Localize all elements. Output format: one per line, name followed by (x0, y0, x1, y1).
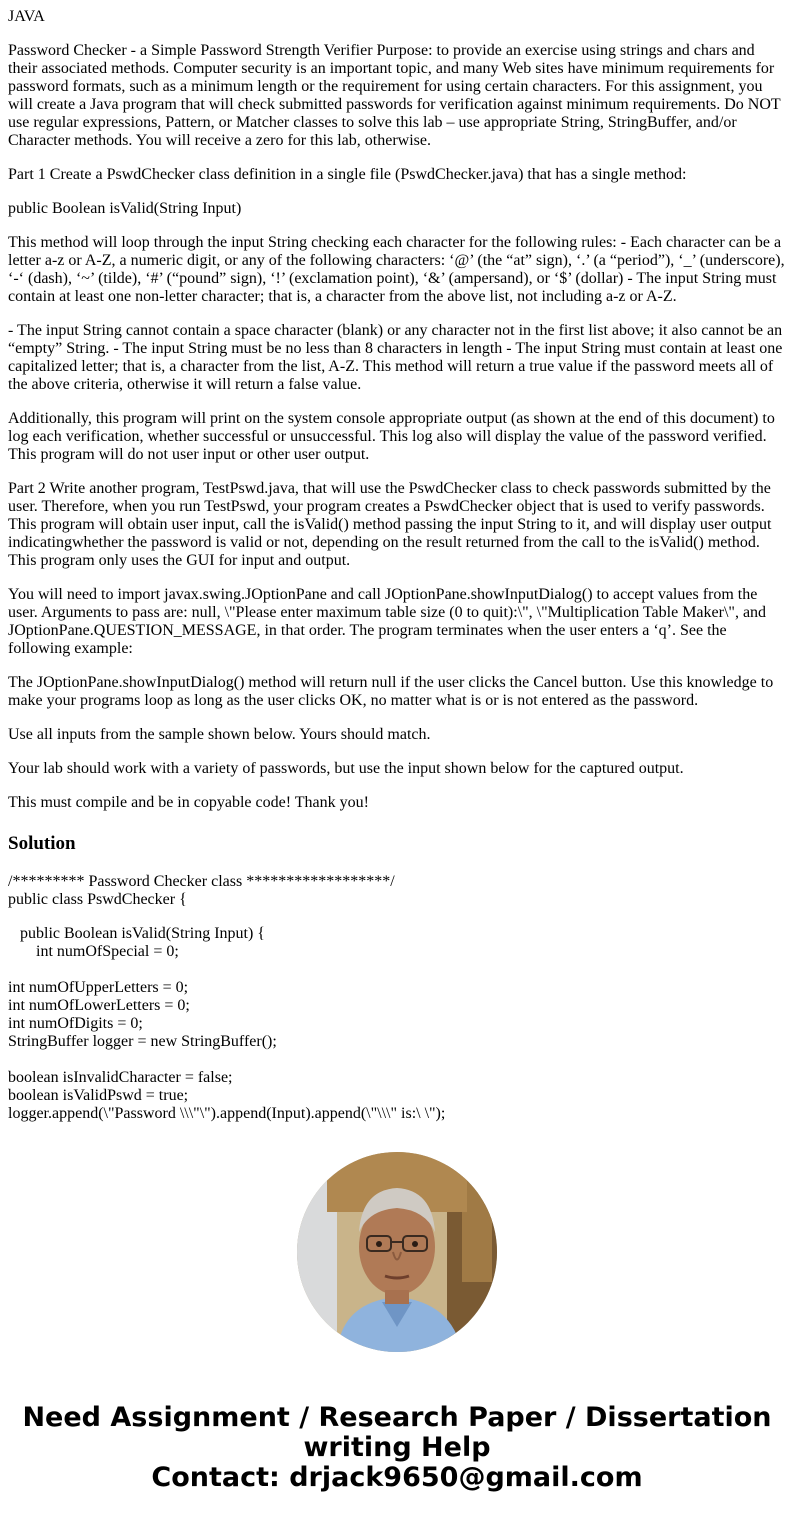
intro-paragraph: Password Checker - a Simple Password Strength Verifier Purpose: to provide an exercise using strings and chars and their associated methods. Computer security is an important topic, and many Web sites have minimum requirements for password formats, such as a minimum length or the requirement for using certain characters. For this assignment, you will create a Java program that will check submitted passwords for verification against minimum requirements. Do NOT use regular expressions, Pattern, or Matcher classes to solve this lab – use appropriate String, StringBuffer, and/or Character methods. You will receive a zero for this lab, otherwise. (8, 42, 781, 149)
promo-contact-email[interactable]: Contact: drjack9650@gmail.com (151, 1462, 643, 1493)
code-block (8, 873, 786, 909)
promo-banner (0, 1403, 794, 1493)
promo-line-1: Need Assignment / Research Paper / Dissertation (22, 1402, 772, 1433)
code-line: boolean isValidPswd = true; (8, 1087, 189, 1104)
compile-paragraph: This must compile and be in copyable code! Thank you! (8, 794, 369, 811)
avatar-photo (297, 1152, 497, 1352)
logging-paragraph: Additionally, this program will print on the system console appropriate output (as shown at the end of this document) to log each verification, whether successful or unsuccessful. This log also will display the value of the password verified. This program will do not user input or other user output. (8, 410, 775, 463)
code-line: StringBuffer logger = new StringBuffer(); (8, 1033, 277, 1050)
code-line: int numOfUpperLetters = 0; (8, 979, 189, 996)
code-block (8, 979, 786, 1051)
part2-paragraph: Part 2 Write another program, TestPswd.java, that will use the PswdChecker class to check passwords submitted by the user. Therefore, when you run TestPswd, your program creates a PswdChecker object that is used to verify passwords. This program will obtain user input, call the isValid() method passing the input String to it, and will display user output indicatingwhether the password is valid or not, depending on the result returned from the call to the isValid() method. This program only uses the GUI for input and output. (8, 480, 772, 569)
promo-line-2: writing Help (303, 1432, 491, 1463)
method-signature: public Boolean isValid(String Input) (8, 200, 242, 217)
code-line: int numOfSpecial = 0; (8, 943, 179, 960)
variety-paragraph: Your lab should work with a variety of passwords, but use the input shown below for the captured output. (8, 760, 684, 777)
rules-paragraph-2: - The input String cannot contain a space character (blank) or any character not in the first list above; it also cannot be an “empty” String. - The input String must be no less than 8 characters in length - The input String must contain at least one capitalized letter; that is, a character from the list, A-Z. This method will return a true value if the password meets all of the above criteria, otherwise it will return a false value. (8, 322, 783, 393)
code-line: public class PswdChecker { (8, 891, 187, 908)
code-line: /********* Password Checker class ******************/ (8, 873, 395, 890)
joptionpane-paragraph: You will need to import javax.swing.JOptionPane and call JOptionPane.showInputDialog() to accept values from the user. Arguments to pass are: null, \"Please enter maximum table size (0 to quit):\", \"Multiplication Table Maker\", and JOptionPane.QUESTION_MESSAGE, in that order. The program terminates when the user enters a ‘q’. See the following example: (8, 586, 767, 657)
document-label: JAVA (8, 8, 45, 25)
code-line: logger.append(\"Password \\\"\").append(Input).append(\"\\\" is:\ \"); (8, 1105, 446, 1122)
part1-paragraph: Part 1 Create a PswdChecker class definition in a single file (PswdChecker.java) that has a single method: (8, 166, 687, 183)
rules-paragraph: This method will loop through the input String checking each character for the following rules: - Each character can be a letter a-z or A-Z, a numeric digit, or any of the following characters: ‘@’ (the “at” sign), ‘.’ (a “period”), ‘_’ (underscore), ‘-‘ (dash), ‘~’ (tilde), ‘#’ (“pound” sign), ‘!’ (exclamation point), ‘&’ (ampersand), or ‘$’ (dollar) - The input String must contain at least one non-letter character; that is, a character from the above list, not including a-z or A-Z. (8, 234, 785, 305)
solution-heading: Solution (8, 833, 76, 854)
cancel-paragraph: The JOptionPane.showInputDialog() method will return null if the user clicks the Cancel button. Use this knowledge to make your programs loop as long as the user clicks OK, no matter what is or is not entered as the password. (8, 674, 774, 709)
inputs-paragraph: Use all inputs from the sample shown below. Yours should match. (8, 726, 431, 743)
code-line: public Boolean isValid(String Input) { (8, 925, 265, 942)
code-line: boolean isInvalidCharacter = false; (8, 1069, 233, 1086)
code-line: int numOfLowerLetters = 0; (8, 997, 190, 1014)
code-block (8, 1069, 786, 1123)
avatar-portrait-icon (297, 1152, 497, 1352)
author-avatar (297, 1152, 497, 1352)
code-block (8, 925, 786, 961)
code-line: int numOfDigits = 0; (8, 1015, 143, 1032)
